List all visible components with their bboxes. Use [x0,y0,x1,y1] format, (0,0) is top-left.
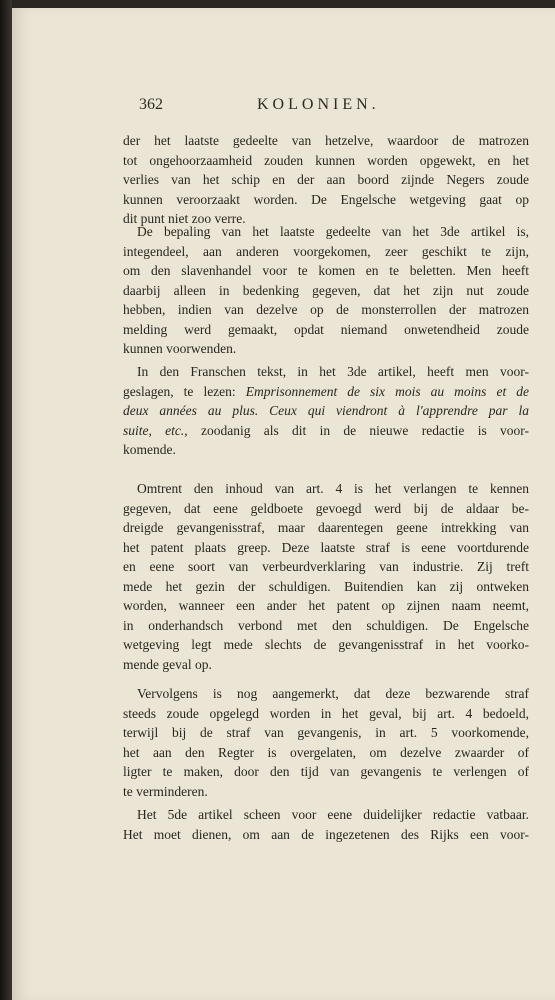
text-line: te verminderen. [123,783,208,799]
text-line: Omtrent den inhoud van art. 4 is het verlangen te kennen [137,481,529,496]
paragraph [123,362,529,479]
text-line: integendeel, aan anderen voorgekomen, zeer geschikt te zijn, [123,243,529,259]
text-line: steeds zoude opgelegd worden in het geval, bij art. 4 bedoeld, [123,705,529,721]
text-line: wetgeving legt mede slechts de gevangenisstraf in het voorko- [123,637,529,652]
text-run: geslagen, te lezen: [123,383,246,399]
text-line: en eene soort van verbeurdverklaring van industrie. Zij treft [123,559,529,574]
binding-edge [0,0,12,1000]
text-line: kunnen veroorzaakt worden. De Engelsche wetgeving gaat op [123,191,529,207]
book-page [12,8,555,1000]
text-line: In den Franschen tekst, in het 3de artikel, heeft men voor- [137,364,529,379]
text-line: Vervolgens is nog aangemerkt, dat deze bezwarende straf [137,686,529,701]
text-line: mende geval op. [123,656,212,672]
text-line: het patent plaats greep. Deze laatste straf is eene voortdurende [123,539,529,555]
text-line: worden, wanneer een ander het patent op zijnen naam neemt, [123,598,529,613]
text-line: mede het gezin der schuldigen. Buitendien kan zij ontweken [123,578,529,594]
text-line: dreigde gevangenisstraf, maar daarentegen geene intrekking van [123,520,529,535]
text-line: gegeven, dat eene geldboete gevoegd werd bij de aldaar be- [123,500,529,516]
page-number: 362 [139,96,163,113]
paragraph [123,479,529,684]
paragraph [123,131,529,226]
text-line: kunnen voorwenden. [123,341,237,356]
body-text [123,131,529,845]
text-line: hebben, indien van dezelve op de monsterrollen der matrozen [123,302,529,317]
paragraph [123,805,529,845]
text-line: ligter te maken, door den tijd van gevangenis te verlengen of [123,764,529,779]
french-quotation: suite, etc. [123,422,185,438]
french-quotation: deux années au plus. Ceux qui viendront à l'apprendre par la [123,403,529,418]
paragraph [123,684,529,805]
text-line [123,421,529,441]
text-line: dit punt niet zoo verre. [123,211,246,226]
section-title: KOLONIEN. [257,96,380,113]
text-line: daarbij alleen in bedenking gegeven, dat het zijn nut zoude [123,282,529,298]
text-run: , zoodanig als dit in de nieuwe redactie is voor- [184,422,529,438]
running-head [139,96,439,118]
text-line: verlies van het schip en der aan boord zijnde Negers zoude [123,172,529,187]
text-line: der het laatste gedeelte van hetzelve, waardoor de matrozen [123,133,529,148]
paragraph [123,222,529,362]
text-line: komende. [123,442,176,457]
text-line: in onderhandsch verbond met den schuldigen. De Engelsche [123,617,529,633]
french-quotation: Emprisonnement de six mois au moins et de [245,383,530,399]
text-line: De bepaling van het laatste gedeelte van het 3de artikel is, [137,224,529,239]
text-line: om den slavenhandel voor te komen en te beletten. Men heeft [123,263,529,278]
text-line: terwijl bij de straf van gevangenis, in art. 5 voorkomende, [123,725,529,740]
text-line: het aan den Regter is overgelaten, om dezelve zwaarder of [123,744,529,760]
text-line: Het moet dienen, om aan de ingezetenen des Rijks een voor- [123,826,529,842]
text-line: tot ongehoorzaamheid zouden kunnen worden opgewekt, en het [123,152,529,168]
text-line: melding werd gemaakt, opdat niemand onwetendheid zoude [123,321,529,337]
text-line [123,382,529,402]
text-line: Het 5de artikel scheen voor eene duidelijker redactie vatbaar. [137,807,529,822]
